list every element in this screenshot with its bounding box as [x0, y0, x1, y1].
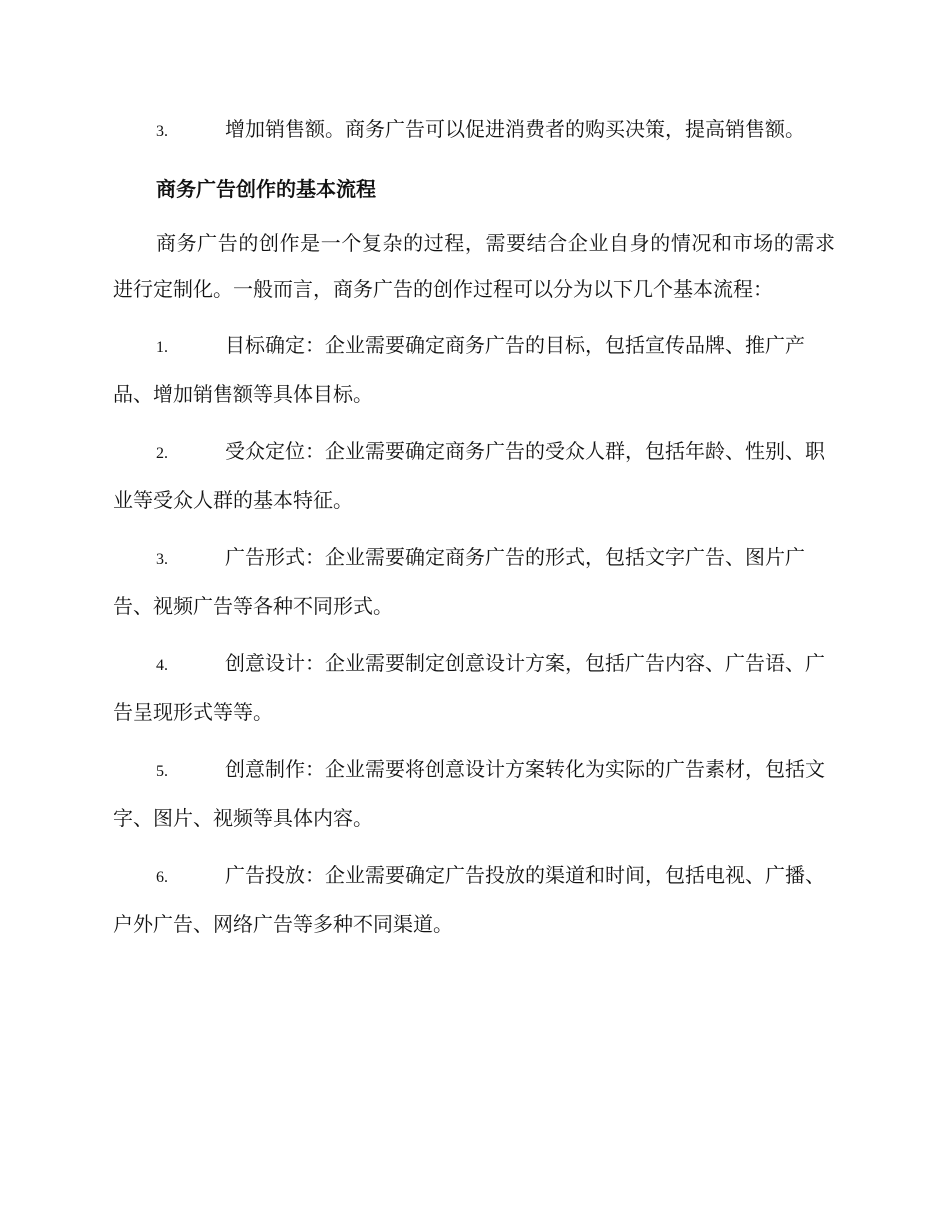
step-number: 4.: [156, 657, 168, 674]
step-item-4: [113, 640, 835, 735]
step-text: 广告投放：企业需要确定广告投放的渠道和时间，包括电视、广播、户外广告、网络广告等多种不同渠道。: [113, 863, 825, 936]
step-item-6: [113, 852, 835, 947]
step-text: 创意设计：企业需要制定创意设计方案，包括广告内容、广告语、广告呈现形式等等。: [113, 651, 825, 724]
step-text: 受众定位：企业需要确定商务广告的受众人群，包括年龄、性别、职业等受众人群的基本特征。: [113, 439, 825, 512]
step-item-2: [113, 428, 835, 523]
list-item-text: 增加销售额。商务广告可以促进消费者的购买决策，提高销售额。: [225, 117, 805, 141]
list-item-sales: [113, 106, 835, 155]
document-body: [113, 106, 835, 958]
step-number: 5.: [156, 763, 168, 780]
step-number: 1.: [156, 339, 168, 356]
step-item-5: [113, 746, 835, 841]
step-number: 6.: [156, 869, 168, 886]
step-number: 2.: [156, 445, 168, 462]
section-heading: 商务广告创作的基本流程: [156, 177, 376, 201]
step-item-3: [113, 534, 835, 629]
step-text: 目标确定：企业需要确定商务广告的目标，包括宣传品牌、推广产品、增加销售额等具体目标。: [113, 333, 805, 406]
step-text: 创意制作：企业需要将创意设计方案转化为实际的广告素材，包括文字、图片、视频等具体内容。: [113, 757, 825, 830]
list-number: 3.: [156, 123, 168, 140]
step-number: 3.: [156, 551, 168, 568]
step-text: 广告形式：企业需要确定商务广告的形式，包括文字广告、图片广告、视频广告等各种不同形式。: [113, 545, 805, 618]
step-item-1: [113, 322, 835, 417]
intro-paragraph: 商务广告的创作是一个复杂的过程，需要结合企业自身的情况和市场的需求进行定制化。一般而言，商务广告的创作过程可以分为以下几个基本流程：: [113, 231, 835, 301]
